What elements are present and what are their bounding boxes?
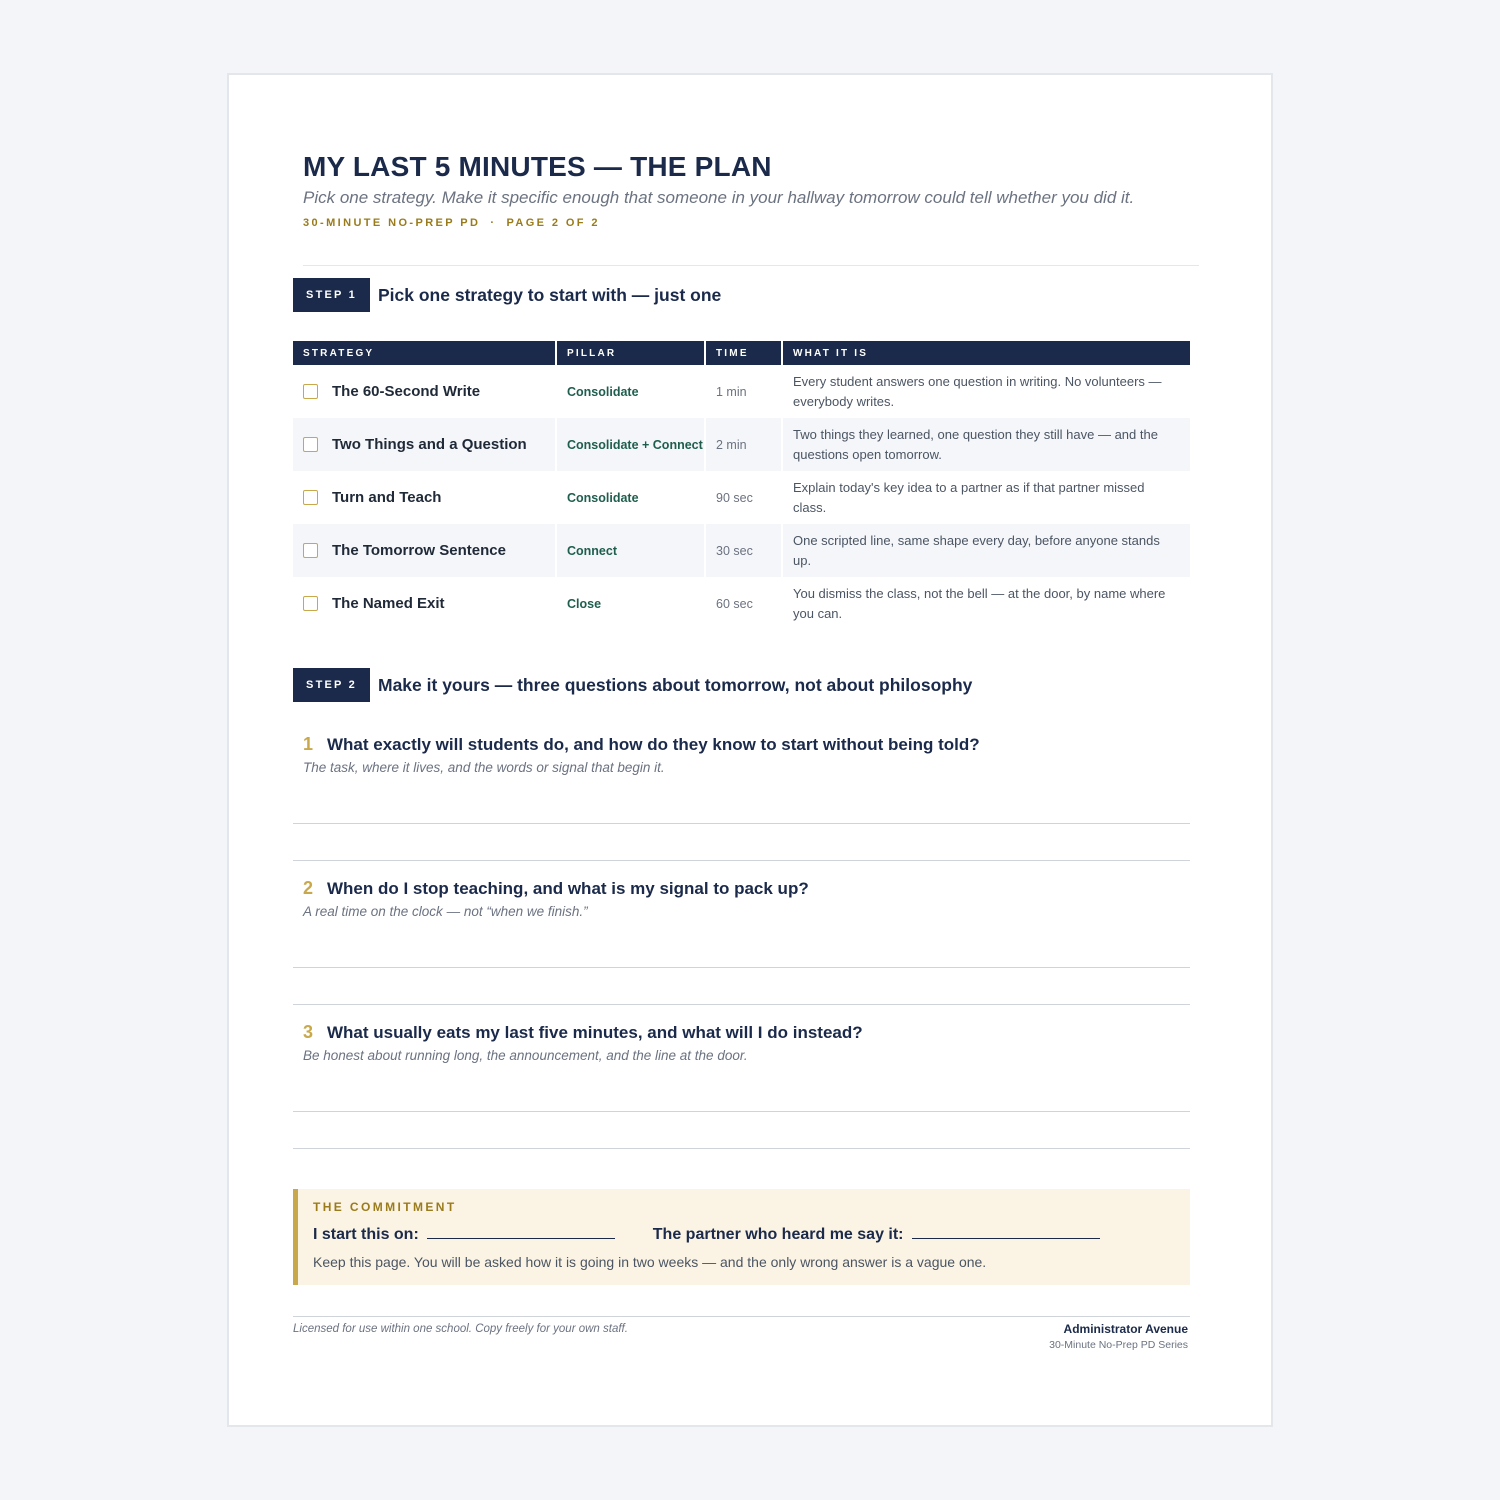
worksheet-page bbox=[227, 73, 1273, 1427]
strategy-name: The 60-Second Write bbox=[332, 383, 481, 400]
question-hint: Be honest about running long, the announcement, and the line at the door. bbox=[303, 1048, 748, 1063]
commitment-fields bbox=[313, 1225, 1190, 1244]
partner-blank[interactable] bbox=[912, 1225, 1100, 1239]
strategy-pillar: Connect bbox=[567, 543, 617, 558]
strategy-checkbox[interactable] bbox=[303, 596, 318, 611]
answer-line[interactable] bbox=[293, 860, 1190, 861]
question-text: What usually eats my last five minutes, and what will I do instead? bbox=[327, 1023, 863, 1042]
question-number: 2 bbox=[303, 878, 314, 898]
question-text: When do I stop teaching, and what is my signal to pack up? bbox=[327, 879, 809, 898]
strategy-checkbox[interactable] bbox=[303, 384, 318, 399]
strategy-name: The Tomorrow Sentence bbox=[332, 542, 506, 559]
question-1 bbox=[303, 734, 1189, 775]
footer-divider bbox=[293, 1316, 1190, 1317]
strategy-pillar: Consolidate bbox=[567, 384, 639, 399]
strategy-name: The Named Exit bbox=[332, 595, 445, 612]
answer-line[interactable] bbox=[293, 1111, 1190, 1112]
step-1-heading bbox=[293, 278, 721, 312]
column-header-description: WHAT IT IS bbox=[783, 341, 1190, 365]
strategy-pillar: Close bbox=[567, 596, 602, 611]
table-row bbox=[293, 365, 1190, 418]
brand-series: 30-Minute No-Prep PD Series bbox=[1049, 1339, 1188, 1351]
commitment-box bbox=[293, 1189, 1190, 1285]
strategy-name: Two Things and a Question bbox=[332, 436, 527, 453]
footer-brand bbox=[1049, 1322, 1188, 1351]
page-subtitle: Pick one strategy. Make it specific enough that someone in your hallway tomorrow could tell whether you did it. bbox=[303, 188, 1135, 207]
table-row bbox=[293, 524, 1190, 577]
start-date-label: I start this on: bbox=[313, 1226, 419, 1243]
partner-label: The partner who heard me say it: bbox=[652, 1226, 904, 1243]
strategy-description: One scripted line, same shape every day, before anyone stands up. bbox=[793, 532, 1160, 568]
strategy-pillar: Consolidate + Connect bbox=[567, 437, 703, 452]
strategy-pillar: Consolidate bbox=[567, 490, 639, 505]
question-2 bbox=[303, 878, 1189, 919]
step-1-badge: STEP 1 bbox=[293, 278, 370, 312]
answer-line[interactable] bbox=[293, 823, 1190, 824]
series-meta bbox=[303, 217, 600, 229]
strategy-checkbox[interactable] bbox=[303, 490, 318, 505]
strategy-time: 60 sec bbox=[716, 596, 753, 611]
question-hint: The task, where it lives, and the words or signal that begin it. bbox=[303, 760, 665, 775]
table-row bbox=[293, 418, 1190, 471]
strategy-description: Two things they learned, one question they still have — and the questions open tomorrow. bbox=[793, 426, 1158, 462]
table-header-row bbox=[293, 341, 1190, 365]
page-title: MY LAST 5 MINUTES — THE PLAN bbox=[303, 151, 772, 182]
answer-line[interactable] bbox=[293, 1004, 1190, 1005]
question-number: 3 bbox=[303, 1022, 314, 1042]
answer-line[interactable] bbox=[293, 1148, 1190, 1149]
table-row bbox=[293, 471, 1190, 524]
license-note: Licensed for use within one school. Copy freely for your own staff. bbox=[293, 1323, 628, 1335]
question-3 bbox=[303, 1022, 1189, 1063]
column-header-pillar: PILLAR bbox=[557, 341, 706, 365]
series-label: 30-MINUTE NO-PREP PD bbox=[303, 217, 481, 229]
strategy-time: 90 sec bbox=[716, 490, 753, 505]
strategy-table bbox=[293, 341, 1190, 630]
strategy-description: Every student answers one question in writing. No volunteers — everybody writes. bbox=[793, 373, 1162, 409]
question-number: 1 bbox=[303, 734, 314, 754]
page-indicator: PAGE 2 OF 2 bbox=[506, 217, 600, 229]
brand-name: Administrator Avenue bbox=[1063, 1322, 1188, 1336]
meta-separator: · bbox=[490, 217, 497, 229]
question-hint: A real time on the clock — not “when we finish.” bbox=[303, 904, 588, 919]
header-divider bbox=[303, 265, 1199, 266]
answer-line[interactable] bbox=[293, 967, 1190, 968]
strategy-description: You dismiss the class, not the bell — at the door, by name where you can. bbox=[793, 585, 1166, 621]
table-row bbox=[293, 577, 1190, 630]
step-2-title: Make it yours — three questions about tomorrow, not about philosophy bbox=[378, 674, 973, 695]
strategy-time: 2 min bbox=[716, 437, 747, 452]
strategy-checkbox[interactable] bbox=[303, 437, 318, 452]
column-header-time: TIME bbox=[706, 341, 783, 365]
strategy-checkbox[interactable] bbox=[303, 543, 318, 558]
column-header-strategy: STRATEGY bbox=[293, 341, 557, 365]
strategy-description: Explain today's key idea to a partner as if that partner missed class. bbox=[793, 479, 1145, 515]
start-date-blank[interactable] bbox=[427, 1225, 615, 1239]
step-2-heading bbox=[293, 668, 972, 702]
commitment-heading: THE COMMITMENT bbox=[313, 1200, 457, 1214]
step-2-badge: STEP 2 bbox=[293, 668, 370, 702]
step-1-title: Pick one strategy to start with — just one bbox=[378, 284, 722, 305]
question-text: What exactly will students do, and how do they know to start without being told? bbox=[327, 735, 980, 754]
strategy-name: Turn and Teach bbox=[332, 489, 442, 506]
strategy-time: 30 sec bbox=[716, 543, 753, 558]
strategy-time: 1 min bbox=[716, 384, 747, 399]
commitment-note: Keep this page. You will be asked how it is going in two weeks — and the only wrong answer is a vague one. bbox=[313, 1254, 987, 1270]
